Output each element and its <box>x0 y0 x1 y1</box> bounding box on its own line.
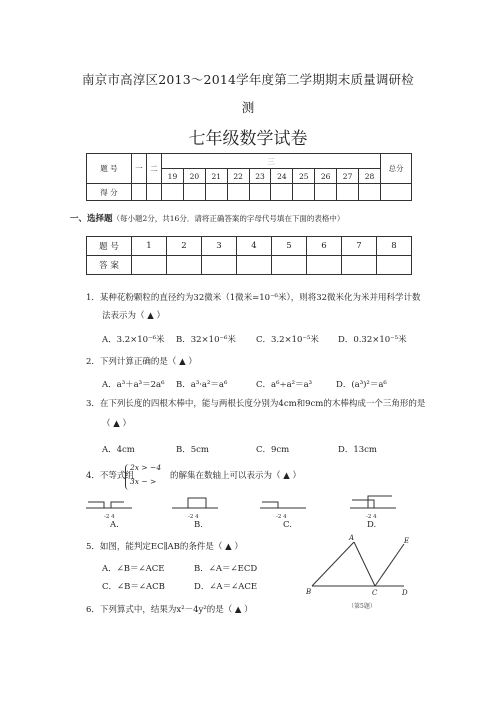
number-line-d <box>350 496 396 508</box>
score-cell[interactable] <box>147 184 162 201</box>
number-line-c <box>260 502 306 508</box>
q1-option-c: C．3.2×10⁻⁵米 <box>256 335 319 345</box>
score-subcol: 28 <box>359 169 381 184</box>
answer-cell[interactable] <box>132 256 167 275</box>
q2-option-b: B．a³·a²＝a⁶ <box>176 380 228 390</box>
q2-option-c: C．a⁶÷a²＝a³ <box>256 380 313 390</box>
score-subcol: 19 <box>162 169 184 184</box>
q2-option-d: D．(a³)²＝a⁶ <box>336 380 387 390</box>
q3-option-a: A．4cm <box>102 445 135 455</box>
q4-number-lines <box>84 492 404 522</box>
score-cell[interactable] <box>337 184 359 201</box>
q1-option-d: D．0.32×10⁻⁵米 <box>338 335 407 345</box>
score-table-label-tihao: 题 号 <box>87 154 132 184</box>
answer-cell[interactable] <box>237 256 272 275</box>
score-cell[interactable] <box>315 184 337 201</box>
q4-inequality-1: 2x > −4 <box>130 463 162 472</box>
segment-ba <box>312 542 354 586</box>
q4-inequality-2: 3x − > <box>130 477 157 486</box>
q2-option-a: A．a³＋a³＝2a⁶ <box>102 380 165 390</box>
q5-option-c: C．∠B＝∠ACB <box>102 582 165 592</box>
q5-option-a: A．∠B＝∠ACE <box>102 564 165 574</box>
question-4-suffix: 的解集在数轴上可以表示为（ ▲ ） <box>170 471 301 481</box>
score-subcol: 23 <box>249 169 271 184</box>
question-5: 5．如图，能判定EC∥AB的条件是（ ▲ ） <box>86 542 243 552</box>
answer-col: 3 <box>202 237 237 256</box>
score-cell[interactable] <box>381 184 412 201</box>
score-cell[interactable] <box>132 184 147 201</box>
point-d-label: D <box>402 589 408 597</box>
answer-col: 2 <box>167 237 202 256</box>
score-table-label-defen: 得 分 <box>87 184 132 201</box>
point-b-label: B <box>306 588 312 596</box>
question-1-line2: 法表示为（ ▲ ） <box>102 311 165 321</box>
q1-option-a: A．3.2×10⁻⁶米 <box>102 335 165 345</box>
number-line-b <box>172 498 218 508</box>
document-title-line2: 测 <box>241 100 255 115</box>
score-subcol: 27 <box>337 169 359 184</box>
answer-table-label-tihao: 题 号 <box>87 237 132 256</box>
q3-option-d: D．13cm <box>338 445 377 455</box>
section-note: （每小题2分，共16分．请将正确答案的字母代号填在下面的表格中） <box>112 214 345 223</box>
score-table <box>86 153 412 201</box>
answer-cell[interactable] <box>377 256 412 275</box>
score-col-er: 二 <box>147 154 162 184</box>
answer-col: 6 <box>307 237 342 256</box>
answer-col: 7 <box>342 237 377 256</box>
exam-subject-title: 七年级数学试卷 <box>188 129 308 149</box>
number-line-b-labels: -2 4 <box>188 514 199 520</box>
question-4-prefix: 4．不等式组 <box>86 471 134 481</box>
q4-option-b: B. <box>194 520 203 530</box>
score-subcol: 20 <box>183 169 205 184</box>
q5-geometry-figure <box>304 528 414 612</box>
answer-table-label-daan: 答 案 <box>87 256 132 275</box>
segment-ac <box>354 542 375 586</box>
answer-col: 5 <box>272 237 307 256</box>
score-col-yi: 一 <box>132 154 147 184</box>
answer-cell[interactable] <box>307 256 342 275</box>
answer-col: 1 <box>132 237 167 256</box>
document-title-line1: 南京市高淳区2013～2014学年度第二学期期末质量调研检 <box>82 72 414 87</box>
score-cell[interactable] <box>205 184 227 201</box>
score-subcol: 22 <box>227 169 249 184</box>
point-c-label: C <box>372 589 378 597</box>
answer-table <box>86 236 412 275</box>
q4-option-d: D. <box>367 520 377 530</box>
point-e-label: E <box>404 537 410 545</box>
q1-option-b: B．32×10⁻⁶米 <box>176 335 236 345</box>
answer-cell[interactable] <box>167 256 202 275</box>
score-cell[interactable] <box>162 184 184 201</box>
answer-cell[interactable] <box>342 256 377 275</box>
q3-option-c: C．9cm <box>256 445 290 455</box>
number-line-a-labels: -2 4 <box>104 514 115 520</box>
score-subcol: 25 <box>293 169 315 184</box>
question-2: 2．下列计算正确的是（ ▲ ） <box>86 357 197 367</box>
section-heading <box>70 212 344 224</box>
question-3-line1: 3．在下列长度的四根木棒中，能与两根长度分别为4cm和9cm的木棒构成一个三角形的是 <box>86 399 426 409</box>
answer-col: 8 <box>377 237 412 256</box>
figure-caption: （第5题） <box>348 603 376 610</box>
point-a-label: A <box>349 534 355 542</box>
question-1-line1: 1．某种花粉颗粒的直径约为32微米（1微米=10⁻⁶米），则将32微米化为米并用科学计数 <box>86 293 421 303</box>
answer-cell[interactable] <box>202 256 237 275</box>
score-cell[interactable] <box>359 184 381 201</box>
segment-ce <box>375 544 404 586</box>
answer-col: 4 <box>237 237 272 256</box>
question-3-line2: （ ▲ ） <box>102 419 131 429</box>
q4-option-c: C. <box>283 520 292 530</box>
number-line-d-labels: -2 4 <box>366 514 377 520</box>
score-col-total: 总分 <box>381 154 412 184</box>
score-subcol: 26 <box>315 169 337 184</box>
number-line-c-labels: -2 4 <box>276 514 287 520</box>
q5-option-d: D．∠A＝∠ACE <box>194 582 258 592</box>
question-6: 6．下列算式中，结果为x²－4y²的是（ ▲ ） <box>86 605 253 615</box>
q3-option-b: B．5cm <box>176 445 209 455</box>
score-cell[interactable] <box>271 184 293 201</box>
score-subcol: 24 <box>271 169 293 184</box>
score-cell[interactable] <box>249 184 271 201</box>
score-cell[interactable] <box>227 184 249 201</box>
answer-cell[interactable] <box>272 256 307 275</box>
number-line-a <box>86 502 132 508</box>
score-col-san: 三 <box>162 154 381 169</box>
q4-option-a: A. <box>110 520 119 530</box>
score-subcol: 21 <box>205 169 227 184</box>
score-cell[interactable] <box>183 184 205 201</box>
q5-option-b: B．∠A＝∠ECD <box>194 564 258 574</box>
score-cell[interactable] <box>293 184 315 201</box>
section-title: 一、选择题 <box>70 214 113 224</box>
